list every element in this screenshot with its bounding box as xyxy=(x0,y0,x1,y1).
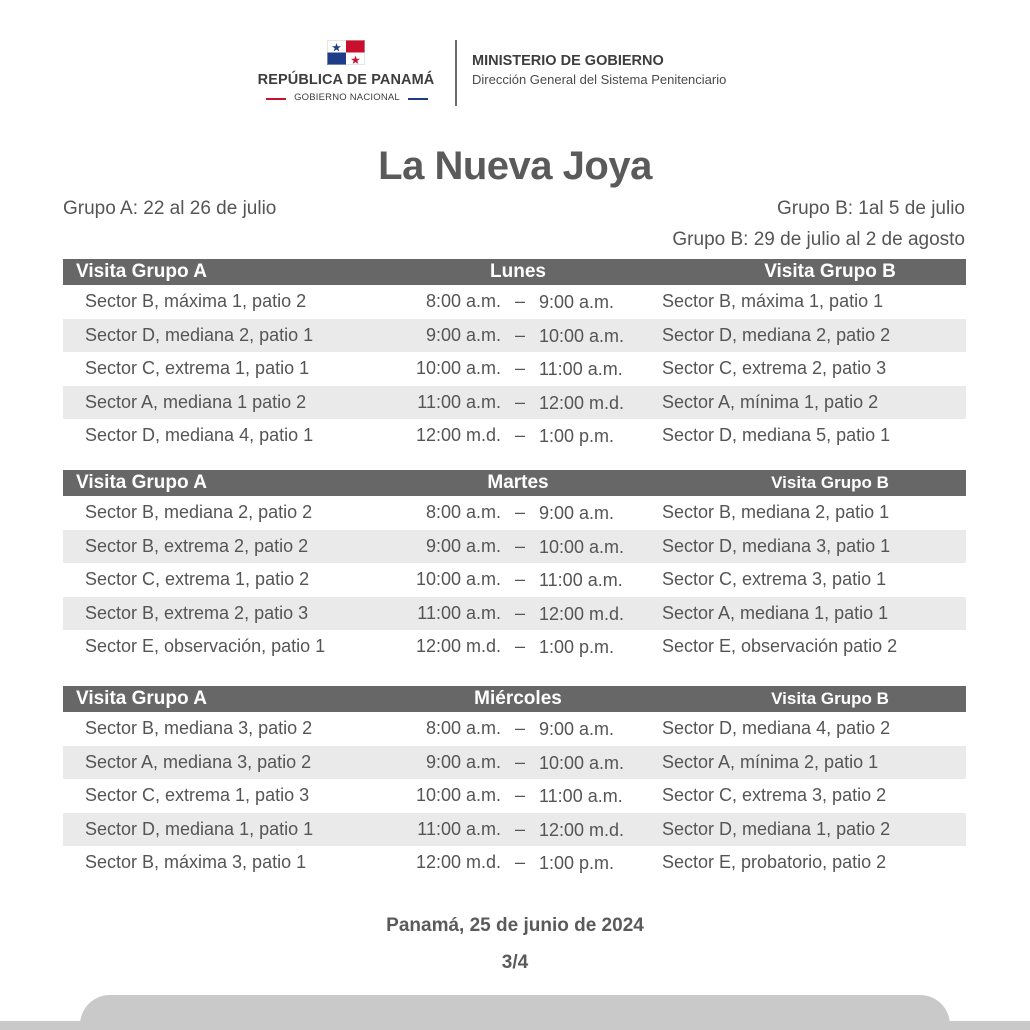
group-b-cell: Sector C, extrema 3, patio 1 xyxy=(662,569,887,589)
government-subtitle xyxy=(262,92,432,104)
end-time: 1:00 p.m. xyxy=(539,853,615,873)
table-row xyxy=(63,419,966,453)
group-b-cell: Sector D, mediana 4, patio 2 xyxy=(662,718,891,738)
start-time: 10:00 a.m. xyxy=(415,785,501,805)
start-time: 9:00 a.m. xyxy=(425,535,501,556)
header-divider xyxy=(455,40,457,106)
group-a-cell: Sector E, observación, patio 1 xyxy=(85,636,326,656)
day-label: Miércoles xyxy=(474,688,562,709)
group-b-cell: Sector E, probatorio, patio 2 xyxy=(662,852,887,872)
end-time: 1:00 p.m. xyxy=(539,637,615,657)
group-a-cell: Sector A, mediana 3, patio 2 xyxy=(85,751,312,772)
time-dash: – xyxy=(515,291,526,311)
table-row xyxy=(63,712,966,746)
group-b-cell: Sector C, extrema 2, patio 3 xyxy=(662,358,887,378)
end-time: 10:00 a.m. xyxy=(539,325,625,346)
group-a-cell: Sector B, máxima 1, patio 2 xyxy=(85,291,307,311)
end-time: 1:00 p.m. xyxy=(539,426,615,446)
start-time: 11:00 a.m. xyxy=(417,818,501,839)
time-dash: – xyxy=(515,535,526,556)
group-a-cell: Sector B, mediana 2, patio 2 xyxy=(85,502,313,522)
end-time: 10:00 a.m. xyxy=(539,536,625,557)
blue-line xyxy=(408,98,428,100)
time-dash: – xyxy=(515,502,526,522)
table-row xyxy=(63,746,966,780)
start-time: 8:00 a.m. xyxy=(425,291,501,311)
start-time: 9:00 a.m. xyxy=(425,751,501,772)
end-time: 12:00 m.d. xyxy=(539,603,625,624)
start-time: 12:00 m.d. xyxy=(415,425,501,445)
day-label: Martes xyxy=(487,472,549,493)
table-row xyxy=(63,352,966,386)
time-dash: – xyxy=(515,358,526,378)
time-dash: – xyxy=(515,425,526,445)
end-time: 11:00 a.m. xyxy=(539,359,623,379)
table-row xyxy=(63,846,966,880)
group-b-cell: Sector D, mediana 2, patio 2 xyxy=(662,324,891,345)
day-label: Lunes xyxy=(490,261,546,282)
government-label: GOBIERNO NACIONAL xyxy=(294,92,400,103)
end-time: 9:00 a.m. xyxy=(539,292,615,312)
end-time: 9:00 a.m. xyxy=(539,719,615,739)
group-a-cell: Sector D, mediana 4, patio 1 xyxy=(85,425,314,445)
table-row xyxy=(63,319,966,353)
schedule-tuesday xyxy=(63,470,966,664)
start-time: 10:00 a.m. xyxy=(415,569,501,589)
page-number: 3/4 xyxy=(501,952,529,973)
group-b-cell: Sector E, observación patio 2 xyxy=(662,636,898,656)
group-b-cell: Sector B, mediana 2, patio 1 xyxy=(662,502,890,522)
group-a-cell: Sector D, mediana 1, patio 1 xyxy=(85,818,314,839)
schedule-wednesday xyxy=(63,686,966,880)
group-b-cell: Sector B, máxima 1, patio 1 xyxy=(662,291,884,311)
group-a-header: Visita Grupo A xyxy=(76,688,207,709)
schedule-header xyxy=(63,259,966,285)
end-time: 12:00 m.d. xyxy=(539,392,625,413)
time-dash: – xyxy=(515,852,526,872)
group-a-cell: Sector C, extrema 1, patio 1 xyxy=(85,358,310,378)
group-a-cell: Sector C, extrema 1, patio 2 xyxy=(85,569,310,589)
time-dash: – xyxy=(515,602,526,623)
header xyxy=(0,38,1030,108)
group-b-cell: Sector D, mediana 3, patio 1 xyxy=(662,535,891,556)
time-dash: – xyxy=(515,718,526,738)
end-time: 12:00 m.d. xyxy=(539,819,625,840)
start-time: 9:00 a.m. xyxy=(425,324,501,345)
group-a-cell: Sector D, mediana 2, patio 1 xyxy=(85,324,314,345)
bottom-bar xyxy=(0,1021,1030,1030)
group-a-cell: Sector A, mediana 1 patio 2 xyxy=(85,391,307,412)
start-time: 12:00 m.d. xyxy=(415,852,501,872)
direction-subtitle: Dirección General del Sistema Penitenciario xyxy=(472,72,727,87)
start-time: 11:00 a.m. xyxy=(417,391,501,412)
group-a-header: Visita Grupo A xyxy=(76,472,207,493)
time-dash: – xyxy=(515,818,526,839)
time-dash: – xyxy=(515,751,526,772)
group-b-header: Visita Grupo B xyxy=(771,689,889,708)
table-row xyxy=(63,386,966,420)
group-a-cell: Sector B, extrema 2, patio 3 xyxy=(85,602,309,623)
start-time: 11:00 a.m. xyxy=(417,602,501,623)
table-row xyxy=(63,779,966,813)
table-row xyxy=(63,563,966,597)
start-time: 12:00 m.d. xyxy=(415,636,501,656)
table-row xyxy=(63,496,966,530)
group-b-dates-2: Grupo B: 29 de julio al 2 de agosto xyxy=(672,229,965,250)
start-time: 8:00 a.m. xyxy=(425,718,501,738)
start-time: 10:00 a.m. xyxy=(415,358,501,378)
page-title: La Nueva Joya xyxy=(378,144,652,188)
time-dash: – xyxy=(515,785,526,805)
table-row xyxy=(63,630,966,664)
group-b-cell: Sector A, mediana 1, patio 1 xyxy=(662,602,889,623)
group-b-cell: Sector A, mínima 1, patio 2 xyxy=(662,391,879,412)
group-b-dates-1: Grupo B: 1al 5 de julio xyxy=(776,198,965,219)
table-row xyxy=(63,597,966,631)
end-time: 11:00 a.m. xyxy=(539,570,623,590)
group-b-header: Visita Grupo B xyxy=(764,261,896,282)
time-dash: – xyxy=(515,636,526,656)
group-a-header: Visita Grupo A xyxy=(76,261,207,282)
time-dash: – xyxy=(515,391,526,412)
group-b-cell: Sector D, mediana 5, patio 1 xyxy=(662,425,891,445)
group-b-cell: Sector C, extrema 3, patio 2 xyxy=(662,785,887,805)
republic-name: REPÚBLICA DE PANAMÁ xyxy=(257,72,435,88)
end-time: 9:00 a.m. xyxy=(539,503,615,523)
end-time: 10:00 a.m. xyxy=(539,752,625,773)
table-row xyxy=(63,285,966,319)
group-b-cell: Sector D, mediana 1, patio 2 xyxy=(662,818,891,839)
group-b-header: Visita Grupo B xyxy=(771,473,889,492)
group-b-cell: Sector A, mínima 2, patio 1 xyxy=(662,751,879,772)
table-row xyxy=(63,813,966,847)
start-time: 8:00 a.m. xyxy=(425,502,501,522)
group-a-dates: Grupo A: 22 al 26 de julio xyxy=(63,198,277,219)
group-a-cell: Sector B, máxima 3, patio 1 xyxy=(85,852,307,872)
table-row xyxy=(63,530,966,564)
end-time: 11:00 a.m. xyxy=(539,786,623,806)
issue-date: Panamá, 25 de junio de 2024 xyxy=(386,915,644,936)
time-dash: – xyxy=(515,569,526,589)
time-dash: – xyxy=(515,324,526,345)
group-a-cell: Sector B, extrema 2, patio 2 xyxy=(85,535,309,556)
group-a-cell: Sector B, mediana 3, patio 2 xyxy=(85,718,313,738)
group-a-cell: Sector C, extrema 1, patio 3 xyxy=(85,785,310,805)
ministry-title: MINISTERIO DE GOBIERNO xyxy=(472,53,664,69)
schedule-monday xyxy=(63,259,966,453)
schedule-header xyxy=(63,686,966,712)
panama-flag-icon xyxy=(327,40,365,65)
schedule-header xyxy=(63,470,966,496)
